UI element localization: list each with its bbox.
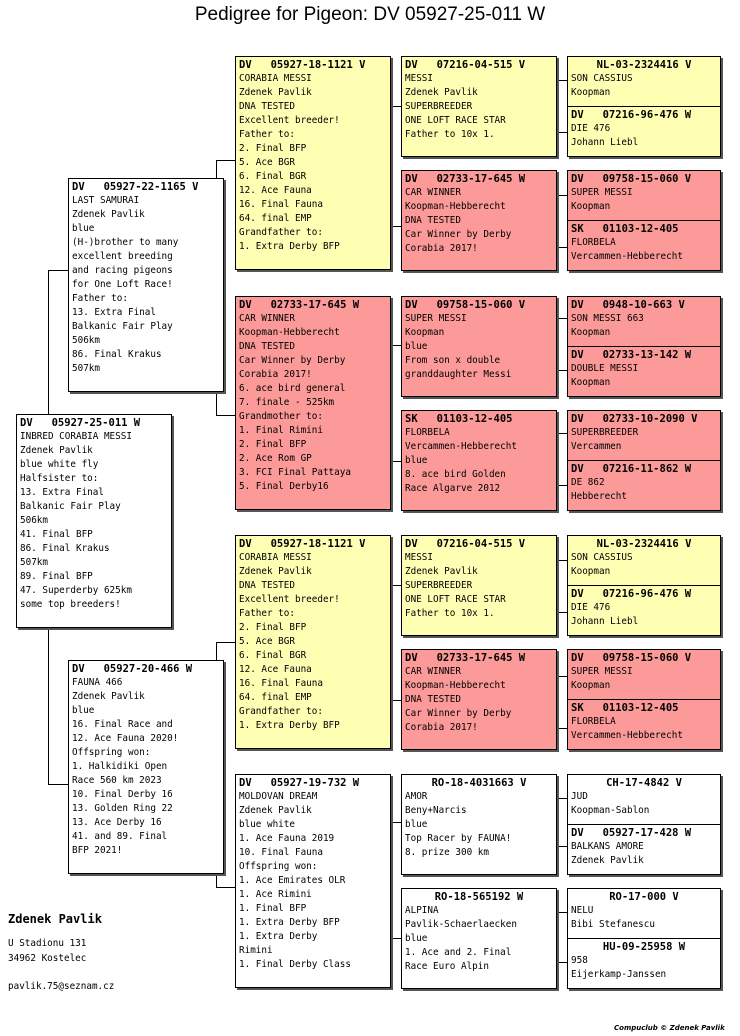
pigeon-info-line: 13. Ace Derby 16 [72,817,162,828]
pigeon-ring-number: DV 05927-20-466 W [72,663,193,675]
pigeon-name: DIE 476 [571,602,611,613]
pigeon-info-line: 12. Ace Fauna 2020! [72,733,179,744]
pigeon-card-g4-5b[interactable] [567,585,721,636]
pigeon-name: NELU [571,905,594,916]
pigeon-name: SON CASSIUS [571,73,633,84]
pigeon-info-line: Car Winner by Derby [405,229,512,240]
pigeon-card-dam[interactable] [68,660,224,874]
pigeon-info-line: ONE LOFT RACE STAR [405,594,506,605]
pigeon-card-g4-6a[interactable] [567,649,721,700]
pigeon-info-line: Balkanic Fair Play [20,501,121,512]
pigeon-info-line: DNA TESTED [239,101,295,112]
pigeon-info-line: 13. Extra Final [20,487,104,498]
pigeon-info-line: Zdenek Pavlik [239,566,312,577]
connector-line [216,415,236,416]
pigeon-info-line: (H-)brother to many [72,237,179,248]
connector-line [216,642,236,643]
pigeon-ring-number: DV 05927-22-1165 V [72,181,199,193]
pigeon-info-line: 3. FCI Final Pattaya [239,467,351,478]
pigeon-info-line: 1. Ace and 2. Final [405,947,512,958]
pigeon-info-line: Koopman-Hebberecht [405,201,506,212]
pigeon-info-line: 41. and 89. Final [72,831,168,842]
pigeon-card-subject[interactable] [16,414,172,628]
pigeon-info-line: Eijerkamp-Janssen [571,969,667,980]
pigeon-info-line: 5. Ace BGR [239,636,295,647]
footer-credit: Compuclub © Zdenek Pavlik [614,1024,725,1032]
pigeon-name: ALPINA [405,905,439,916]
pigeon-card-dsd[interactable] [401,649,557,750]
pigeon-card-g4-8b[interactable] [567,938,721,989]
pigeon-name: DE 862 [571,477,605,488]
pigeon-info-line: Vercammen-Hebberecht [571,251,683,262]
pigeon-name: SUPER MESSI [571,187,633,198]
pigeon-info-line: 64. final EMP [239,213,312,224]
pigeon-name: JUD [571,791,588,802]
pigeon-info-line: Zdenek Pavlik [239,87,312,98]
pigeon-name: DOUBLE MESSI [571,363,639,374]
pigeon-info-line: 10. Final Derby 16 [72,789,173,800]
pigeon-info-line: Zdenek Pavlik [72,691,145,702]
pigeon-info-line: Grandmother to: [239,411,323,422]
pigeon-ring-number: DV 05927-18-1121 V [239,59,366,71]
pigeon-info-line: Zdenek Pavlik [571,855,644,866]
pigeon-info-line: 1. Ace Rimini [239,889,312,900]
pigeon-card-g4-1b[interactable] [567,106,721,157]
pigeon-info-line: 41. Final BFP [20,529,93,540]
pigeon-info-line: 2. Ace Rom GP [239,453,312,464]
pigeon-info-line: Excellent breeder! [239,115,340,126]
pigeon-info-line: Zdenek Pavlik [72,209,145,220]
pigeon-ring-number: DV 09758-15-060 V [405,299,526,311]
pigeon-info-line: blue [72,705,95,716]
pigeon-card-g4-4a[interactable] [567,410,721,461]
pigeon-card-g4-4b[interactable] [567,460,721,511]
pigeon-card-g4-5a[interactable] [567,535,721,586]
pigeon-info-line: 6. Final BGR [239,171,307,182]
pigeon-ring-number: DV 02733-13-142 W [571,349,692,361]
pigeon-card-g4-3b[interactable] [567,346,721,397]
pigeon-info-line: and racing pigeons [72,265,173,276]
pigeon-card-sire-dam[interactable] [235,296,391,510]
pigeon-info-line: Vercammen-Hebberecht [571,730,683,741]
pigeon-name: LAST SAMURAI [72,195,140,206]
pigeon-ring-number: DV 05927-25-011 W [20,417,141,429]
pigeon-card-sss[interactable] [401,56,557,157]
pigeon-name: SUPER MESSI [405,313,467,324]
pigeon-name: SON MESSI 663 [571,313,644,324]
pigeon-info-line: 1. Extra Derby BFP [239,917,340,928]
pigeon-name: CAR WINNER [405,187,461,198]
pigeon-info-line: Grandfather to: [239,706,323,717]
pigeon-info-line: blue white [239,819,295,830]
pigeon-ring-number: CH-17-4842 V [606,777,682,789]
pigeon-ring-number: DV 0948-10-663 V [571,299,685,311]
pigeon-info-line: Zdenek Pavlik [20,445,93,456]
pigeon-ring-number: NL-03-2324416 V [596,59,692,71]
pigeon-ring-number: DV 05927-19-732 W [239,777,360,789]
pigeon-name: 958 [571,955,588,966]
pigeon-info-line: 10. Final Fauna [239,847,323,858]
pigeon-ring-number: RO-17-000 V [609,891,679,903]
pigeon-info-line: Corabia 2017! [405,722,478,733]
pigeon-info-line: BFP 2021! [72,845,123,856]
pigeon-name: SON CASSIUS [571,552,633,563]
pigeon-info-line: 8. prize 300 km [405,847,489,858]
pigeon-info-line: 86. Final Krakus [72,349,162,360]
pigeon-info-line: Race Algarve 2012 [405,483,501,494]
pigeon-info-line: Johann Liebl [571,137,639,148]
pigeon-info-line: 506km [72,335,100,346]
pigeon-card-dss[interactable] [401,535,557,636]
pigeon-info-line: 5. Final Derby16 [239,481,329,492]
pigeon-info-line: 1. Final BFP [239,903,307,914]
pigeon-card-dam-dam[interactable] [235,774,391,988]
pigeon-info-line: Car Winner by Derby [239,355,346,366]
owner-name: Zdenek Pavlik [8,912,102,926]
connector-line [48,784,70,785]
pigeon-card-dam-sire[interactable] [235,535,391,749]
pigeon-info-line: Koopman [571,201,611,212]
pigeon-info-line: 89. Final BFP [20,571,93,582]
pigeon-name: FAUNA 466 [72,677,123,688]
pigeon-info-line: 1. Extra Derby [239,931,318,942]
pigeon-info-line: Zdenek Pavlik [405,566,478,577]
pigeon-info-line: 1. Final Rimini [239,425,323,436]
pigeon-info-line: Koopman-Hebberecht [405,680,506,691]
pigeon-info-line: 2. Final BFP [239,622,307,633]
connector-line [48,270,70,271]
pigeon-info-line: 1. Final Derby Class [239,959,351,970]
pigeon-card-dds[interactable] [401,774,557,875]
pigeon-info-line: Father to: [239,608,295,619]
pigeon-card-g4-6b[interactable] [567,699,721,750]
pigeon-name: CAR WINNER [239,313,295,324]
pigeon-info-line: Offspring won: [239,861,318,872]
pigeon-name: FLORBELA [405,427,450,438]
pigeon-name: FLORBELA [571,716,616,727]
pigeon-info-line: ONE LOFT RACE STAR [405,115,506,126]
pigeon-info-line: blue white fly [20,459,99,470]
pigeon-info-line: Koopman-Hebberecht [239,327,340,338]
pigeon-info-line: 16. Final Fauna [239,199,323,210]
pigeon-info-line: 1. Halkidiki Open [72,761,168,772]
pigeon-info-line: Beny+Narcis [405,805,467,816]
pigeon-name: CORABIA MESSI [239,73,312,84]
pigeon-info-line: Corabia 2017! [239,369,312,380]
pigeon-card-g4-2b[interactable] [567,220,721,271]
pigeon-card-g4-1a[interactable] [567,56,721,107]
pigeon-name: MOLDOVAN DREAM [239,791,318,802]
pigeon-info-line: Koopman [571,680,611,691]
pigeon-info-line: Race Euro Alpin [405,961,489,972]
pigeon-name: SUPER MESSI [571,666,633,677]
pigeon-info-line: 1. Extra Derby BFP [239,241,340,252]
pigeon-card-sds[interactable] [401,296,557,397]
pigeon-info-line: Father to: [239,129,295,140]
owner-email[interactable]: pavlik.75@seznam.cz [8,981,115,992]
pigeon-ring-number: SK 01103-12-405 [405,413,513,425]
pigeon-info-line: Koopman [571,377,611,388]
pigeon-ring-number: DV 02733-17-645 W [239,299,360,311]
pigeon-info-line: Top Racer by FAUNA! [405,833,512,844]
pigeon-info-line: Bibi Stefanescu [571,919,655,930]
pigeon-name: BALKANS AMORE [571,841,644,852]
pigeon-info-line: excellent breeding [72,251,173,262]
pigeon-info-line: 16. Final Fauna [239,678,323,689]
pigeon-info-line: 64. final EMP [239,692,312,703]
pigeon-info-line: Koopman [405,327,445,338]
pigeon-name: DIE 476 [571,123,611,134]
pigeon-info-line: Koopman [571,327,611,338]
pigeon-info-line: blue [72,223,95,234]
pigeon-info-line: Rimini [239,945,273,956]
pigeon-info-line: 47. Superderby 625km [20,585,132,596]
pigeon-ring-number: DV 07216-11-862 W [571,463,692,475]
pigeon-info-line: Koopman-Sablon [571,805,650,816]
pigeon-info-line: SUPERBREEDER [405,580,473,591]
pigeon-ring-number: DV 07216-04-515 V [405,538,526,550]
pigeon-info-line: Race 560 km 2023 [72,775,162,786]
pigeon-info-line: 8. ace bird Golden [405,469,506,480]
pigeon-info-line: Father to: [72,293,128,304]
pigeon-name: AMOR [405,791,428,802]
pigeon-info-line: Koopman [571,566,611,577]
pigeon-name: SUPERBREEDER [571,427,639,438]
pigeon-ring-number: DV 05927-18-1121 V [239,538,366,550]
pigeon-info-line: 13. Golden Ring 22 [72,803,173,814]
pigeon-info-line: Hebberecht [571,491,627,502]
pigeon-info-line: Grandfather to: [239,227,323,238]
connector-line [48,628,49,784]
pigeon-info-line: DNA TESTED [405,694,461,705]
pigeon-info-line: 507km [72,363,100,374]
pigeon-name: INBRED CORABIA MESSI [20,431,132,442]
pigeon-info-line: Vercammen [571,441,622,452]
pigeon-info-line: 1. Extra Derby BFP [239,720,340,731]
pigeon-info-line: Father to 10x 1. [405,608,495,619]
pigeon-info-line: 1. Ace Fauna 2019 [239,833,335,844]
pigeon-ring-number: DV 02733-10-2090 V [571,413,698,425]
pigeon-info-line: 2. Final BFP [239,439,307,450]
pigeon-info-line: 16. Final Race and [72,719,173,730]
pigeon-info-line: Excellent breeder! [239,594,340,605]
pigeon-ring-number: NL-03-2324416 V [596,538,692,550]
pigeon-info-line: Zdenek Pavlik [405,87,478,98]
pigeon-info-line: Father to 10x 1. [405,129,495,140]
pigeon-name: FLORBELA [571,237,616,248]
pigeon-info-line: 5. Ace BGR [239,157,295,168]
pigeon-info-line: DNA TESTED [239,341,295,352]
pigeon-info-line: 86. Final Krakus [20,543,110,554]
pigeon-info-line: Koopman [571,87,611,98]
pigeon-info-line: Balkanic Fair Play [72,321,173,332]
pigeon-card-sire-sire[interactable] [235,56,391,270]
pigeon-name: CAR WINNER [405,666,461,677]
pigeon-ring-number: SK 01103-12-405 [571,702,679,714]
pigeon-ring-number: DV 07216-96-476 W [571,588,692,600]
pigeon-info-line: blue [405,341,428,352]
pigeon-info-line: Corabia 2017! [405,243,478,254]
pigeon-info-line: SUPERBREEDER [405,101,473,112]
pigeon-info-line: 12. Ace Fauna [239,185,312,196]
pigeon-info-line: some top breeders! [20,599,121,610]
pigeon-info-line: 1. Ace Emirates OLR [239,875,346,886]
pigeon-info-line: Pavlik-Schaerlaecken [405,919,517,930]
pigeon-ring-number: DV 02733-17-645 W [405,173,526,185]
pigeon-info-line: blue [405,455,428,466]
pigeon-info-line: 13. Extra Final [72,307,156,318]
pigeon-card-g4-7b[interactable] [567,824,721,875]
pigeon-card-g4-8a[interactable] [567,888,721,939]
pigeon-info-line: blue [405,933,428,944]
pigeon-name: MESSI [405,552,433,563]
pigeon-info-line: DNA TESTED [405,215,461,226]
pigeon-info-line: From son x double [405,355,501,366]
pigeon-ring-number: DV 02733-17-645 W [405,652,526,664]
pigeon-info-line: blue [405,819,428,830]
pigeon-ring-number: DV 05927-17-428 W [571,827,692,839]
pigeon-ring-number: RO-18-4031663 V [431,777,527,789]
pigeon-name: MESSI [405,73,433,84]
pigeon-ring-number: DV 09758-15-060 V [571,173,692,185]
pigeon-info-line: 12. Ace Fauna [239,664,312,675]
owner-address-line2: 34962 Kostelec [8,953,87,964]
pigeon-info-line: 507km [20,557,48,568]
pigeon-card-g4-7a[interactable] [567,774,721,825]
pigeon-info-line: granddaughter Messi [405,369,512,380]
connector-line [216,887,236,888]
pigeon-ring-number: DV 07216-96-476 W [571,109,692,121]
pigeon-card-g4-2a[interactable] [567,170,721,221]
owner-address-line1: U Stadionu 131 [8,938,87,949]
pigeon-ring-number: SK 01103-12-405 [571,223,679,235]
pigeon-info-line: 6. Final BGR [239,650,307,661]
pigeon-info-line: Johann Liebl [571,616,639,627]
pigeon-info-line: 6. ace bird general [239,383,346,394]
pigeon-info-line: Vercammen-Hebberecht [405,441,517,452]
pigeon-card-ssd[interactable] [401,170,557,271]
pigeon-card-ddd[interactable] [401,888,557,989]
pigeon-ring-number: HU-09-25958 W [602,941,686,953]
pigeon-info-line: for One Loft Race! [72,279,173,290]
page-title: Pedigree for Pigeon: DV 05927-25-011 W [194,4,546,25]
pigeon-card-sire[interactable] [68,178,224,392]
pigeon-info-line: Zdenek Pavlik [239,805,312,816]
pigeon-card-sdd[interactable] [401,410,557,511]
pigeon-info-line: 506km [20,515,48,526]
connector-line [48,270,49,414]
pigeon-ring-number: DV 09758-15-060 V [571,652,692,664]
pigeon-name: CORABIA MESSI [239,552,312,563]
pigeon-info-line: 7. finale - 525km [239,397,335,408]
pigeon-ring-number: RO-18-565192 W [434,891,524,903]
connector-line [216,160,236,161]
pigeon-info-line: Halfsister to: [20,473,99,484]
pigeon-info-line: Offspring won: [72,747,151,758]
pigeon-ring-number: DV 07216-04-515 V [405,59,526,71]
pigeon-info-line: Car Winner by Derby [405,708,512,719]
pigeon-card-g4-3a[interactable] [567,296,721,347]
pigeon-info-line: 2. Final BFP [239,143,307,154]
pigeon-info-line: DNA TESTED [239,580,295,591]
